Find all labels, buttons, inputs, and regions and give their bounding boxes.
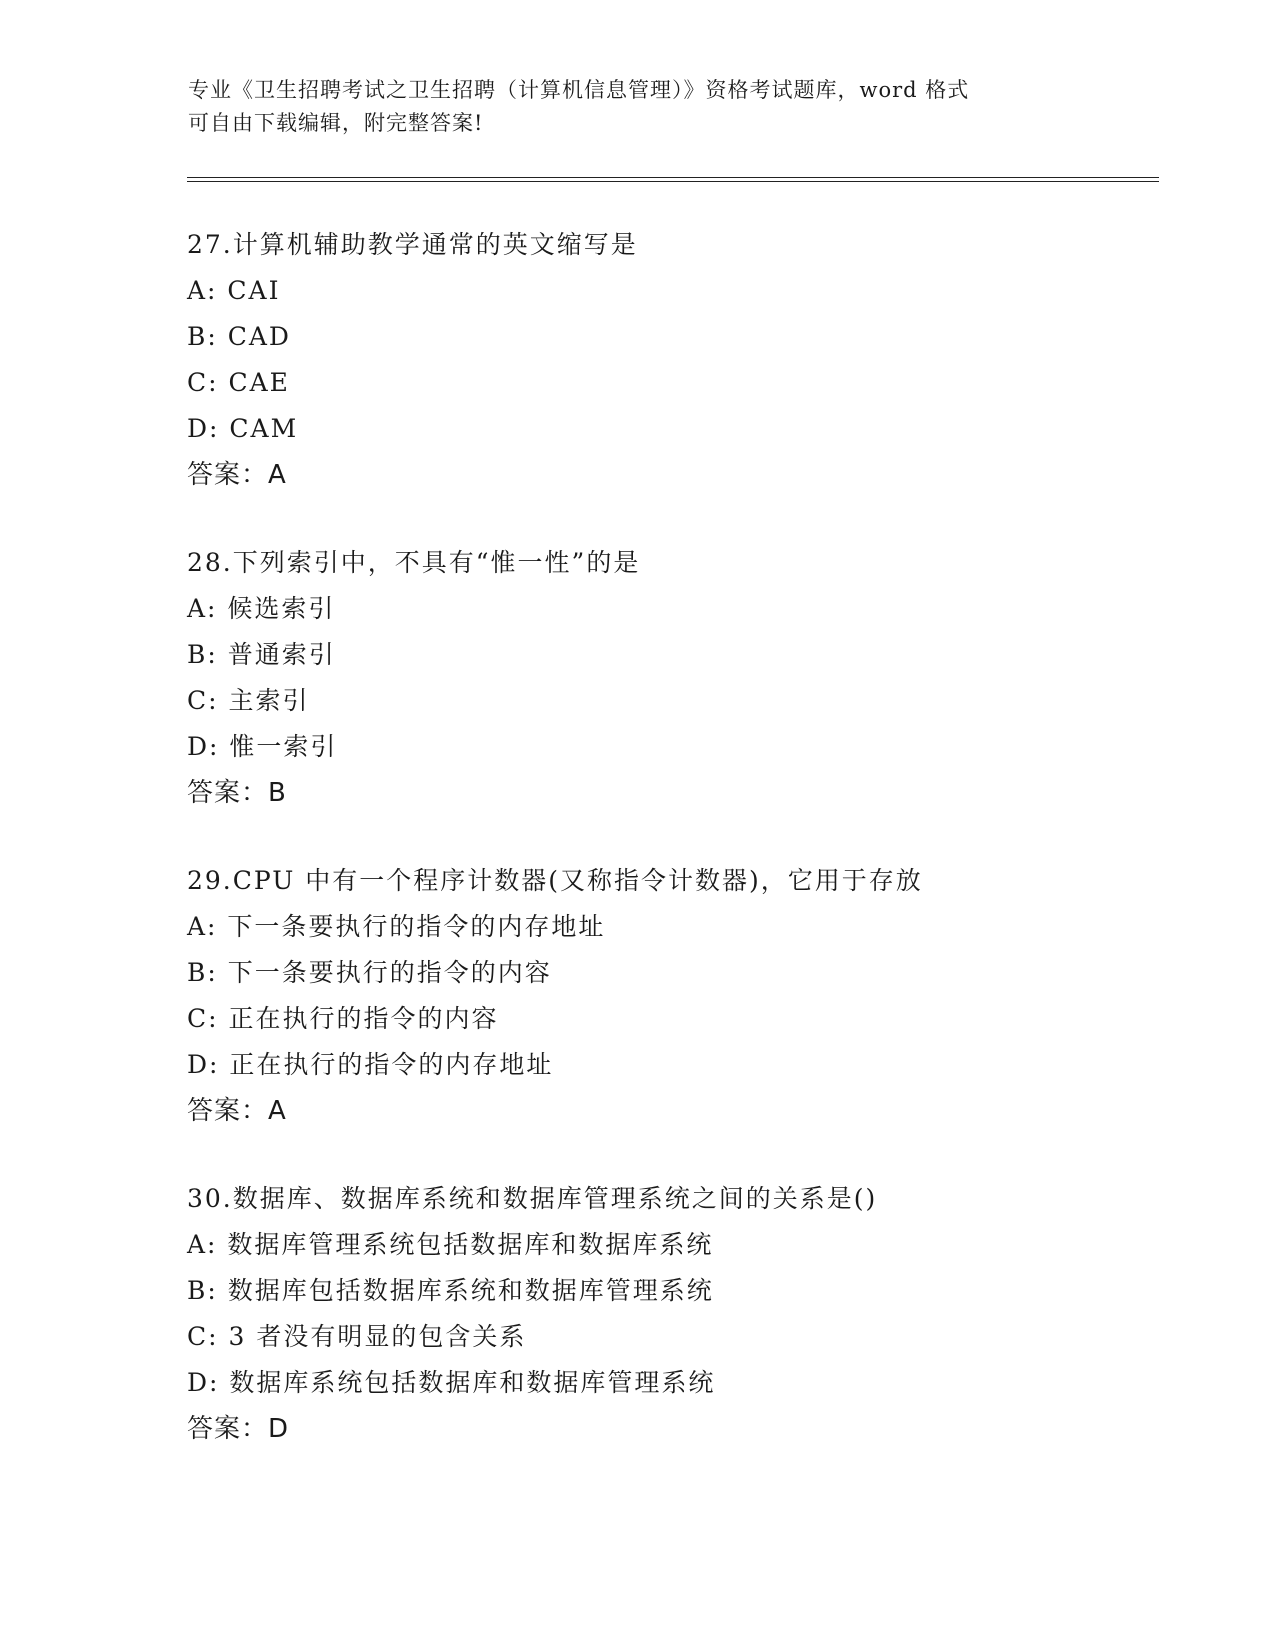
option-c: C: 正在执行的指令的内容 [187, 1004, 499, 1033]
question-27 [187, 222, 1087, 498]
option-b: B: 下一条要执行的指令的内容 [187, 958, 552, 987]
answer-line: 答案：B [187, 778, 287, 808]
option-b: B: 普通索引 [187, 640, 336, 669]
answer-line: 答案：D [187, 1414, 290, 1444]
option-b: B: CAD [187, 322, 291, 351]
document-header [188, 74, 1068, 140]
answer-line: 答案：A [187, 1096, 287, 1126]
option-c: C: 3 者没有明显的包含关系 [187, 1322, 527, 1351]
option-c: C: CAE [187, 368, 290, 397]
question-stem: 28.下列索引中，不具有“惟一性”的是 [187, 548, 641, 577]
option-d: D: CAM [187, 414, 299, 443]
option-a: A: 下一条要执行的指令的内存地址 [187, 912, 606, 941]
question-stem: 30.数据库、数据库系统和数据库管理系统之间的关系是() [187, 1184, 878, 1213]
option-a: A: CAI [187, 276, 281, 305]
option-c: C: 主索引 [187, 686, 310, 715]
question-stem: 29.CPU 中有一个程序计数器(又称指令计数器)，它用于存放 [187, 866, 923, 895]
option-d: D: 惟一索引 [187, 732, 338, 761]
question-30 [187, 1176, 1087, 1452]
header-divider [187, 177, 1159, 182]
option-d: D: 数据库系统包括数据库和数据库管理系统 [187, 1368, 716, 1397]
question-stem: 27.计算机辅助教学通常的英文缩写是 [187, 230, 638, 259]
answer-line: 答案：A [187, 460, 287, 490]
header-line-1: 专业《卫生招聘考试之卫生招聘（计算机信息管理）》资格考试题库，word 格式 [188, 78, 970, 102]
option-d: D: 正在执行的指令的内存地址 [187, 1050, 554, 1079]
header-line-2: 可自由下载编辑，附完整答案! [188, 111, 484, 135]
option-a: A: 数据库管理系统包括数据库和数据库系统 [187, 1230, 714, 1259]
option-a: A: 候选索引 [187, 594, 336, 623]
question-29 [187, 858, 1087, 1134]
option-b: B: 数据库包括数据库系统和数据库管理系统 [187, 1276, 714, 1305]
question-28 [187, 540, 1087, 816]
